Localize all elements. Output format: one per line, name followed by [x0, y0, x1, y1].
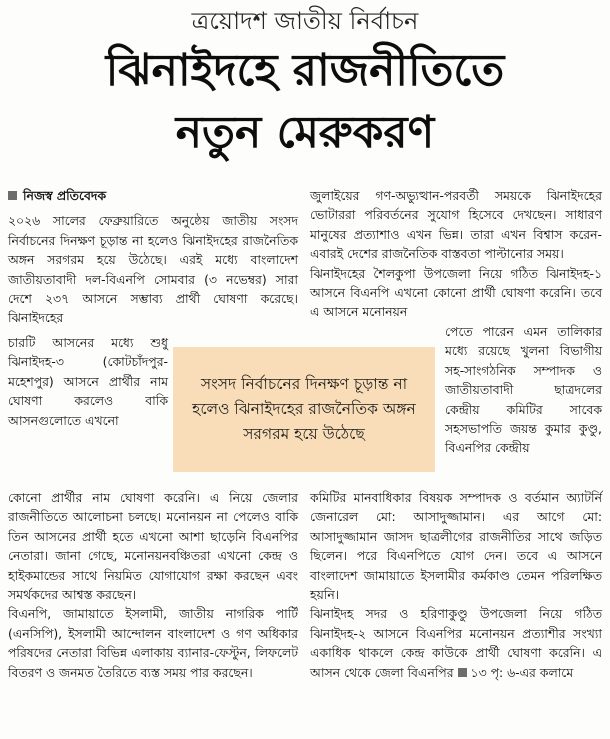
bullet-square-icon: [8, 191, 17, 200]
left-column-top: [8, 186, 298, 328]
article-kicker: ত্রয়োদশ জাতীয় নির্বাচন: [191, 7, 419, 35]
pull-quote: [173, 347, 435, 472]
paragraph: ২০২৬ সালের ফেব্রুয়ারিতে অনুষ্ঠেয় জাতীয় সংসদ নির্বাচনের দিনক্ষণ চূড়ান্ত না হলেও ঝিনাইদহের রাজনৈতিক অঙ্গন সরগরম হয়ে উঠেছে। এরই মধ্যে বাংলাদেশ জাতীয়তাবাদী দল-বিএনপি সোমবার (৩ নভেম্বর) সারা দেশে ২৩৭ আসনে সম্ভাব্য প্রার্থী ঘোষণা করেছে। ঝিনাইদহের: [8, 213, 298, 326]
paragraph: বিএনপি, জামায়াতে ইসলামী, জাতীয় নাগরিক পার্টি (এনসিপি), ইসলামী আন্দোলন বাংলাদেশ ও গণ অধিকার পরিষদের নেতারা বিভিন্ন এলাকায় ব্যানার-ফেস্টুন, লিফলেট বিতরণ ও জনমত তৈরিতে ব্যস্ত সময় পার করছেন।: [8, 606, 298, 680]
byline-text: নিজস্ব প্রতিবেদক: [23, 188, 107, 203]
paragraph: [310, 604, 602, 682]
paragraph: কমিটির মানবাধিকার বিষয়ক সম্পাদক ও বর্তমান অ্যাটর্নি জেনারেল মো: আসাদুজ্জামান। এর আগে মো: আসাদুজ্জামান জাসদ ছাত্রলীগের রাজনীতির সাথে জড়িত ছিলেন। পরে বিএনপিতে যোগ দেন। তবে এ আসনে বাংলাদেশ জামায়াতে ইসলামীর কর্মকাণ্ড তেমন পরিলক্ষিত হয়নি।: [310, 490, 602, 603]
paragraph: কোনো প্রার্থীর নাম ঘোষণা করেনি। এ নিয়ে জেলার রাজনীতিতে আলোচনা চলছে। মনোনয়ন না পেলেও বাকি তিন আসনের প্রার্থী হতে এখনো আশা ছাড়েনি বিএনপির নেতারা। জানা গেছে, মনোনয়নবঞ্চিতরা এখনো কেন্দ্র ও হাইকমান্ডের সাথে নিয়মিত যোগাযোগ রক্ষা করছেন এবং সমর্থকদের আশ্বস্ত করছেন।: [8, 490, 298, 603]
paragraph: জুলাইয়ের গণ-অভ্যুত্থান-পরবর্তী সময়কে ঝিনাইদহের ভোটাররা পরিবর্তনের সুযোগ হিসেবে দেখছেন। সাধারণ মানুষের প্রত্যাশাও এখন ভিন্ন। তারা এখন বিশ্বাস করেন- এবারই দেশের রাজনৈতিক বাস্তবতা পাল্টানোর সময়।: [310, 188, 602, 262]
paragraph-text: ঝিনাইদহ সদর ও হরিণাকুণ্ডু উপজেলা নিয়ে গঠিত ঝিনাইদহ-২ আসনে বিএনপির মনোনয়ন প্রত্যাশীর সংখ্যা একাধিক থাকলে কেন্দ্র কাউকে প্রার্থী ঘোষণা করেনি। এ আসন থেকে জেলা বিএনপির: [310, 606, 602, 680]
right-column-bottom: [310, 488, 602, 682]
pull-quote-text: সংসদ নির্বাচনের দিনক্ষণ চূড়ান্ত না হলেও ঝিনাইদহের রাজনৈতিক অঙ্গন সরগরম হয়ে উঠেছে: [192, 375, 416, 443]
left-column-wrap: [8, 333, 168, 430]
headline-line-1: ঝিনাইদহে রাজনীতিতে: [105, 45, 505, 96]
article-headline: [0, 40, 610, 164]
paragraph: পেতে পারেন এমন তালিকার মধ্যে রয়েছে খুলনা বিভাগীয় সহ-সাংগঠনিক সম্পাদক ও জাতীয়তাবাদী ছাত্রদলের কেন্দ্রীয় কমিটির সাবেক সহসভাপতি জয়ন্ত কুমার কুণ্ডু, বিএনপির কেন্দ্রীয়: [445, 324, 602, 456]
paragraph: ঝিনাইদহের শৈলকুপা উপজেলা নিয়ে গঠিত ঝিনাইদহ-১ আসনে বিএনপি এখনো কোনো প্রার্থী ঘোষণা করেনি। তবে এ আসনে মনোনয়ন: [310, 265, 602, 320]
continuation-note: ১৩ পৃ: ৬-এর কলামে: [470, 664, 574, 680]
paragraph: চারটি আসনের মধ্যে শুধু ঝিনাইদহ-৩ (কোটচাঁদপুর-মহেশপুর) আসনে প্রার্থীর নাম ঘোষণা করলেও বাকি আসনগুলোতে এখনো: [8, 335, 168, 428]
bullet-square-icon: [458, 668, 467, 677]
right-column-wrap: [445, 322, 602, 458]
byline: [8, 186, 298, 205]
headline-line-2: নতুন মেরুকরণ: [175, 107, 435, 158]
left-column-bottom: [8, 488, 298, 682]
right-column-top: [310, 186, 602, 322]
